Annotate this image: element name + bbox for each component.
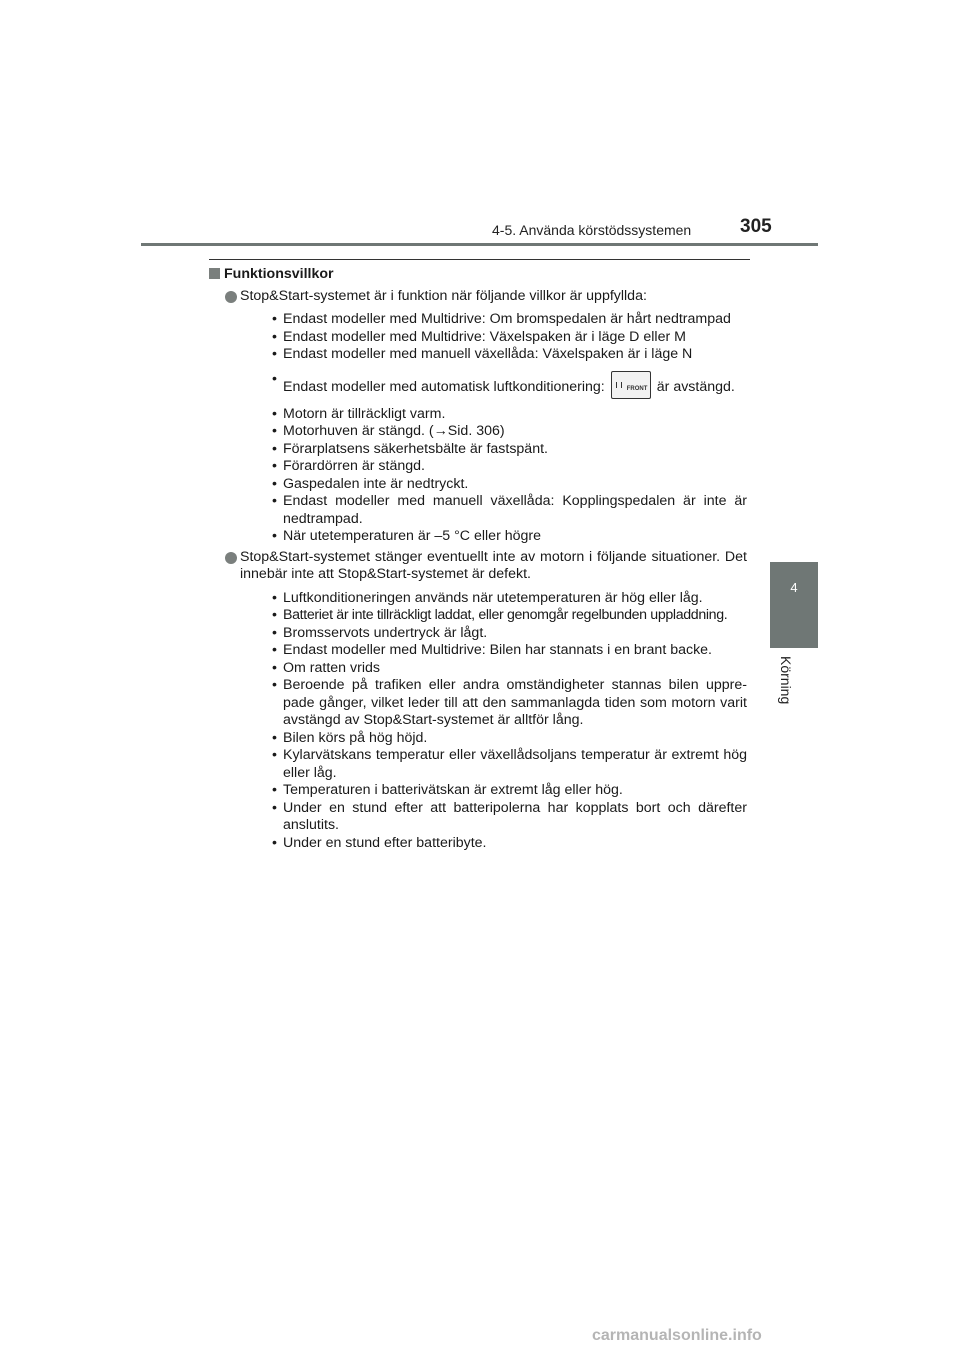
condition-point-2 [209,549,747,853]
condition-point-1 [209,288,747,546]
list-item: • Temperaturen i batterivätskan är extremt låg eller hög. [240,782,747,800]
ac-item-after: är avstängd. [656,378,735,395]
chapter-tab-number: 4 [790,580,798,595]
chapter-tab-label: Körning [778,656,794,705]
list-item: • Endast modeller med Multidrive: Bilen har stannats i en brant backe. [240,642,747,660]
list-item: • Bromsservots undertryck är lågt. [240,625,747,643]
list-item: • Endast modeller med manuell växellåda: Växelspaken är i läge N [240,346,747,364]
square-bullet-icon [209,268,220,279]
front-defroster-button-icon [611,371,651,399]
point-1-text: Stop&Start-systemet är i funktion när följande villkor är uppfyllda: [240,287,647,304]
list-item: • Luftkonditioneringen används när utetemperaturen är hög eller låg. [240,590,747,608]
list-item: • Beroende på trafiken eller andra omständigheter stannas bilen uppre-pade gånger, vilket leder till att den sammanlagda tiden som motorn varit avstängd av Stop&Start-systemet är alltför lång. [240,677,747,730]
list-item: • När utetemperaturen är –5 °C eller högre [240,528,747,546]
list-item: • Endast modeller med Multidrive: Växelspaken är i läge D eller M [240,329,747,347]
list-item: • Gaspedalen inte är nedtryckt. [240,476,747,494]
list-item: • Under en stund efter batteribyte. [240,835,747,853]
list-item [240,371,747,399]
list-item: • Endast modeller med Multidrive: Om bromspedalen är hårt nedtrampad [240,311,747,329]
watermark: carmanualsonline.info [592,1327,762,1344]
list-item: • Bilen körs på hög höjd. [240,730,747,748]
list-item: • Kylarvätskans temperatur eller växellådsoljans temperatur är extremt hög eller låg. [240,747,747,782]
section-heading-text: Funktionsvillkor [224,266,334,282]
circle-bullet-icon [225,552,237,564]
ac-item-before: Endast modeller med automatisk luftkonditionering: [283,378,605,395]
point-2-list [240,590,747,853]
section-heading [209,266,747,284]
point-2-text: Stop&Start-systemet stänger eventuellt inte av motorn i följande situationer. Det innebär inte att Stop&Start-systemet är defekt. [240,548,747,582]
content-rule [209,259,750,260]
list-item: • Under en stund efter att batteripolerna har kopplats bort och därefter anslutits. [240,800,747,835]
header-section-title: 4-5. Använda körstödssystemen [492,222,692,238]
list-item: • Endast modeller med manuell växellåda: Kopplingspedalen är inte är nedtrampad. [240,493,747,528]
point-1-list [240,311,747,546]
header-rule [141,243,818,246]
list-item: • Motorhuven är stängd. (→Sid. 306) [240,423,747,441]
circle-bullet-icon [225,291,237,303]
main-content [209,266,747,852]
list-item: • Om ratten vrids [240,660,747,678]
list-item: • Motorn är tillräckligt varm. [240,406,747,424]
list-item: • Batteriet är inte tillräckligt laddat, eller genomgår regelbunden uppladdning. [240,607,747,625]
list-item: • Förardörren är stängd. [240,458,747,476]
ac-button-label: FRONT [626,385,648,392]
chapter-tab [770,562,818,648]
page-number: 305 [740,216,772,237]
list-item: • Förarplatsens säkerhetsbälte är fastspänt. [240,441,747,459]
